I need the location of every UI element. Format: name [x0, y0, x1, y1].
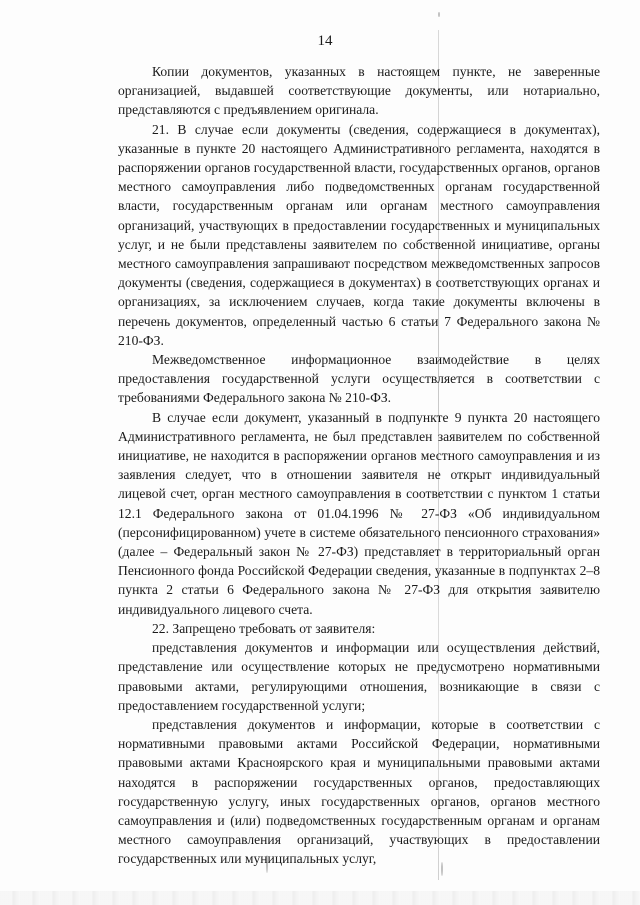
scan-bottom-noise [0, 891, 640, 905]
scan-speck [438, 12, 440, 17]
paragraph: 21. В случае если документы (сведения, содержащиеся в документах), указанные в пункте 20 настоящего Административного регламента, находятся в распоряжении органов государственной власти, государственных органов, органов местного самоуправления либо подведомственных органам государственной власти, государственным органам или органам местного самоуправления организаций, участвующих в предоставлении государственных и муниципальных услуг, и не были представлены заявителем по собственной инициативе, органы местного самоуправления запрашивают посредством межведомственных запросов документы (сведения, содержащиеся в документах) в соответствующих органах и организациях, за исключением случаев, когда такие документы включены в перечень документов, определенный частью 6 статьи 7 Федерального закона № 210-ФЗ. [118, 121, 600, 348]
document-body [118, 62, 600, 869]
paragraph: Копии документов, указанных в настоящем пункте, не заверенные организацией, выдавшей соответствующие документы, или нотариально, представляются с предъявлением оригинала. [118, 64, 600, 118]
paragraph: представления документов и информации, которые в соответствии с нормативными правовыми актами Российской Федерации, нормативными правовыми актами Красноярского края и муниципальными правовыми актами находятся в распоряжении государственных органов, предоставляющих государственную услугу, иных государственных органов, органов местного самоуправления и (или) подведомственных государственным органам и органам местного самоуправления организаций, участвующих в предоставлении государственных или муниципальных услуг, [118, 716, 600, 867]
paragraph: 22. Запрещено требовать от заявителя: [152, 620, 376, 636]
paragraph: представления документов и информации или осуществления действий, представление или осуществление которых не предусмотрено нормативными правовыми актами, регулирующими отношения, возникающие в связи с предоставлением государственной услуги; [118, 640, 600, 713]
paragraph: Межведомственное информационное взаимодействие в целях предоставления государственной услуги осуществляется в соответствии с требованиями Федерального закона № 210-ФЗ. [118, 352, 600, 406]
page-number: 14 [317, 33, 333, 49]
paragraph: В случае если документ, указанный в подпункте 9 пункта 20 настоящего Административного регламента, не был представлен заявителем по собственной инициативе, не находится в распоряжении органов местного самоуправления и из заявления следует, что в отношении заявителя не открыт индивидуальный лицевой счет, орган местного самоуправления в соответствии с пунктом 1 статьи 12.1 Федерального закона от 01.04.1996 № 27-ФЗ «Об индивидуальном (персонифицированном) учете в системе обязательного пенсионного страхования» (далее – Федеральный закон № 27-ФЗ) представляет в территориальный орган Пенсионного фонда Российской Федерации сведения, указанные в подпунктах 2–8 пункта 2 статьи 6 Федерального закона № 27-ФЗ для открытия заявителю индивидуального лицевого счета. [118, 409, 600, 617]
